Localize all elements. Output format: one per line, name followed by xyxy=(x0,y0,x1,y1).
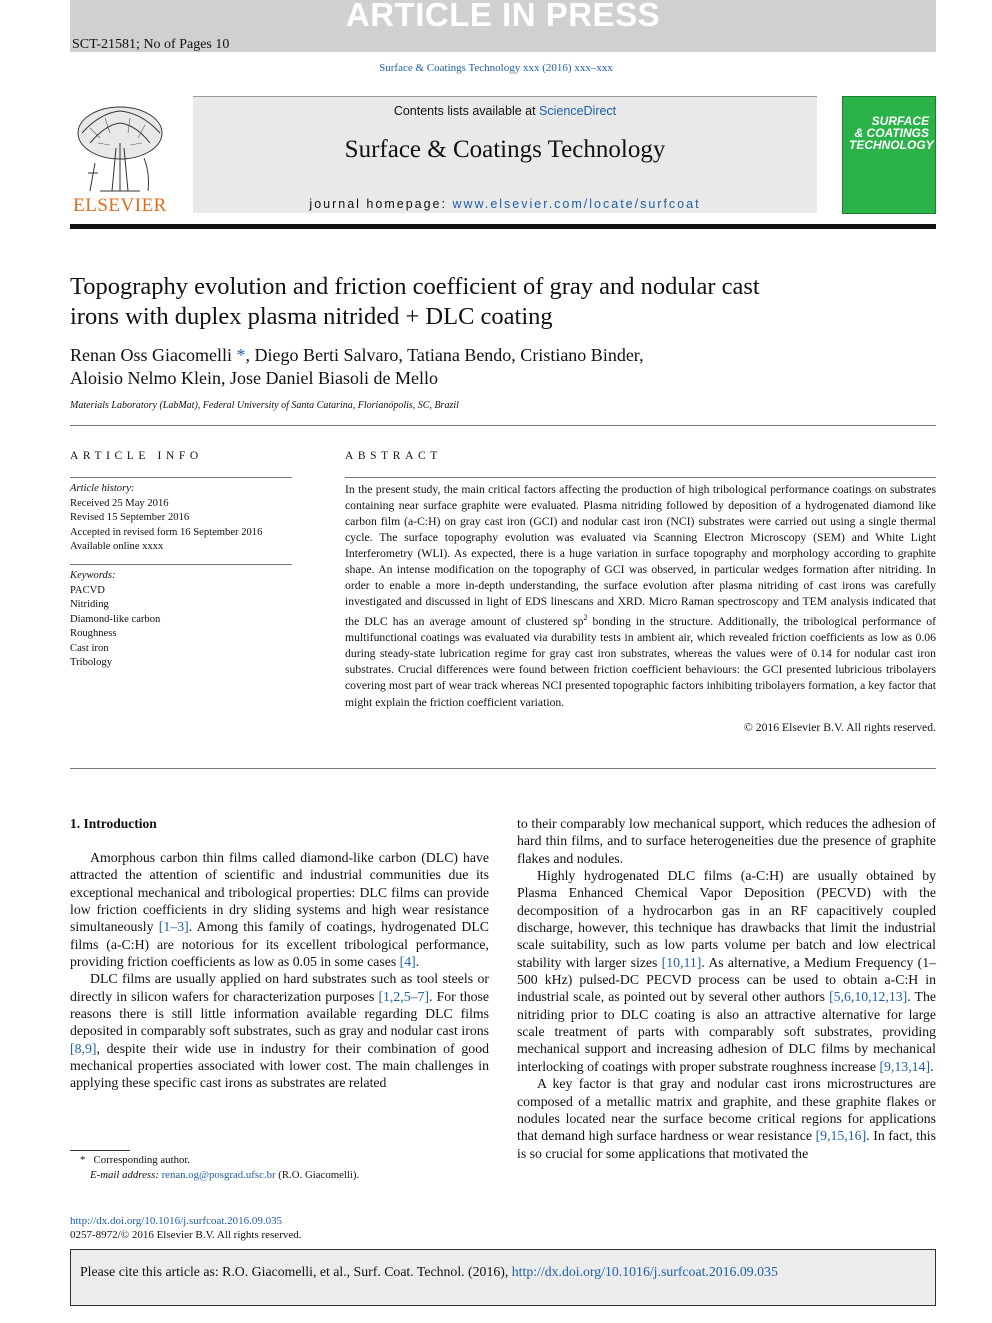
text: Amorphous carbon thin films called diamond-like carbon (DLC) have attracted the attention of scientific and industrial communities due its exceptional mechanical and tribological properties: DLC films can provide low friction coefficients in dry sliding systems and high wear resistance simultaneously xyxy=(70,850,489,935)
abstract-text xyxy=(345,482,936,711)
text: . The nitriding prior to DLC coating is also an attractive alternative for large scale treatment of parts with comparably soft substrates, providing mechanical support and increasing adhesion of DLC films by mechanical interlocking of coatings with proper substrate roughness increase xyxy=(517,989,936,1074)
paragraph xyxy=(517,867,936,1075)
text: . xyxy=(415,954,420,970)
text: . For those reasons there is still little information available regarding DLC films deposited in comparably soft substrates, such as gray and nodular cast irons xyxy=(70,988,489,1039)
footnote-star: * xyxy=(80,1154,86,1166)
footnote xyxy=(80,1153,359,1183)
text: . As alternative, a Medium Frequency (1–500 kHz) pulsed-DC PECVD process can be used to obtain a-C:H in industrial scale, as pointed out by several other authors xyxy=(517,954,936,1005)
history-label: Article history: xyxy=(70,483,135,494)
paragraph: to their comparably low mechanical support, which reduces the adhesion of hard thin films, and to surface heterogeneities due the presence of graphite flakes and nodules. xyxy=(517,816,936,866)
title-line: Topography evolution and friction coefficient of gray and nodular cast xyxy=(70,273,760,300)
author-first[interactable]: Renan Oss Giacomelli xyxy=(70,345,237,365)
header-top-rule xyxy=(193,96,817,97)
text: . Among this family of coatings, hydrogenated DLC films (a-C:H) are notorious for its excellent tribological performance, providing friction coefficients as low as 0.05 in some cases xyxy=(70,919,489,970)
abstract-copyright: © 2016 Elsevier B.V. All rights reserved. xyxy=(743,721,936,734)
doi-link[interactable]: http://dx.doi.org/10.1016/j.surfcoat.2016.09.035 xyxy=(70,1215,283,1227)
keywords-label: Keywords: xyxy=(70,570,116,581)
sciencedirect-link[interactable]: ScienceDirect xyxy=(539,104,617,118)
citation-link[interactable]: [10,11] xyxy=(661,954,702,970)
footnote-corresponding xyxy=(80,1153,359,1168)
article-info-heading: ARTICLE INFO xyxy=(70,450,203,462)
citation-link[interactable]: [9,13,14] xyxy=(879,1058,931,1074)
text: . xyxy=(930,1058,934,1074)
citation-link[interactable]: [9,15,16] xyxy=(815,1128,867,1144)
elsevier-wordmark: ELSEVIER xyxy=(73,195,167,216)
email-suffix: (R.O. Giacomelli). xyxy=(275,1169,360,1181)
issn-line: 0257-8972/© 2016 Elsevier B.V. All rights reserved. xyxy=(70,1229,302,1241)
history-item: Revised 15 September 2016 xyxy=(70,512,190,523)
citation-link[interactable]: [5,6,10,12,13] xyxy=(829,989,908,1005)
divider xyxy=(345,477,936,478)
keywords xyxy=(70,569,160,671)
journal-reference-link[interactable]: Surface & Coatings Technology xxx (2016) xxx–xxx xyxy=(379,62,613,74)
cover-line: & COATINGS xyxy=(854,126,929,140)
text: , despite their wide use in industry for their combination of good mechanical properties associated with lower cost. The main challenges in applying these specific cast irons as substrates are related xyxy=(70,1040,489,1091)
paragraph xyxy=(517,1075,936,1162)
keyword: PACVD xyxy=(70,584,105,596)
text: Highly hydrogenated DLC films (a-C:H) are usually obtained by Plasma Enhanced Chemical Vapor Deposition (PECVD) with the decomposition of a hydrocarbon gas in an RF capacitively coupled discharge, however, this technique has drawbacks that limit the industrial scale suitability, such as low parts volume per batch and low electrical stability with larger sizes xyxy=(517,868,936,970)
body-column-left xyxy=(70,849,489,1092)
text: . In fact, this is so crucial for some applications that motivated the xyxy=(517,1128,937,1161)
paragraph xyxy=(70,970,489,1091)
abstract-heading: ABSTRACT xyxy=(345,450,442,462)
keyword: Cast iron xyxy=(70,642,109,654)
citation-doi-link[interactable]: http://dx.doi.org/10.1016/j.surfcoat.2016.09.035 xyxy=(511,1264,778,1279)
text: A key factor is that gray and nodular cast irons microstructures are composed of a metallic matrix and graphite, and these graphite flakes or nodules located near the surface become critical regions for applications that demand high surface hardness or wear resistance xyxy=(517,1076,936,1144)
keyword: Tribology xyxy=(70,657,112,668)
authors-line-2: Aloisio Nelmo Klein, Jose Daniel Biasoli de Mello xyxy=(70,367,438,388)
divider xyxy=(70,477,292,478)
homepage-prefix: journal homepage: xyxy=(309,197,453,211)
journal-cover-thumbnail[interactable] xyxy=(842,96,936,214)
email-label: E-mail address: xyxy=(90,1169,162,1181)
divider xyxy=(70,425,936,426)
section-heading-introduction: 1. Introduction xyxy=(70,816,157,831)
manuscript-code: SCT-21581; No of Pages 10 xyxy=(72,37,230,52)
cover-title xyxy=(849,114,934,152)
abstract-part: bonding in the structure. Additionally, the tribological performance of multifunctional coatings was evaluated via durability tests in ambient air, which revealed friction coefficients as low as 0.06 during steady-state lubrication regime for gray cast iron substrates, whereas the values were of 0.14 for nodular cast iron substrates. Crucial differences were found between friction coefficient behaviours: the GCI presented lubricious tribolayers covering most part of wear track whereas NCI presented topographic factors inhibiting tribolayers formation, a key factor that might explain the friction coefficient variation. xyxy=(345,615,936,709)
text: DLC films are usually applied on hard substrates such as tool steels or directly in silicon wafers for characterization purposes xyxy=(70,971,489,1004)
affiliation: Materials Laboratory (LabMat), Federal University of Santa Catarina, Florianópolis, SC, Brazil xyxy=(70,400,459,411)
banner-text: ARTICLE IN PRESS xyxy=(345,0,661,33)
corresponding-author-mark[interactable]: * xyxy=(236,345,246,365)
citation-link[interactable]: [8,9] xyxy=(70,1040,97,1056)
paragraph xyxy=(70,849,489,970)
title-line: irons with duplex plasma nitrided + DLC coating xyxy=(70,303,553,330)
divider xyxy=(70,564,292,565)
authors-line-1 xyxy=(70,344,830,367)
history-item: Received 25 May 2016 xyxy=(70,497,169,509)
history-item: Available online xxxx xyxy=(70,541,164,552)
homepage-link[interactable]: www.elsevier.com/locate/surfcoat xyxy=(452,197,701,211)
divider xyxy=(70,768,936,769)
keyword: Nitriding xyxy=(70,599,109,610)
cover-line: SURFACE xyxy=(871,114,929,128)
citation-link[interactable]: [1–3] xyxy=(158,919,189,935)
corresponding-author-label: Corresponding author. xyxy=(93,1154,191,1166)
citation-text xyxy=(80,1264,778,1280)
citation-box xyxy=(70,1249,936,1306)
article-title xyxy=(70,272,830,332)
history-item: Accepted in revised form 16 September 2016 xyxy=(70,526,263,538)
superscript: 2 xyxy=(583,613,588,623)
journal-title: Surface & Coatings Technology xyxy=(344,136,666,163)
author-list xyxy=(70,344,830,389)
body-column-right xyxy=(517,815,936,1162)
keyword: Roughness xyxy=(70,628,117,639)
cover-line: TECHNOLOGY xyxy=(849,138,934,152)
citation-link[interactable]: [1,2,5–7] xyxy=(378,988,430,1004)
article-history xyxy=(70,482,262,555)
citation-link[interactable]: [4] xyxy=(399,954,416,970)
keyword: Diamond-like carbon xyxy=(70,613,161,625)
journal-homepage-line xyxy=(193,197,817,211)
abstract-part: In the present study, the main critical factors affecting the production of high tribological performance coatings on substrates containing near surface graphite were evaluated. Plasma nitriding followed by deposition of a hydrogenated diamond like carbon film (a-C:H) on gray cast iron (GCI) and nodular cast iron (NCI) substrates were carried out using a single thermal cycle. The surface topography evolution was evaluated via Scanning Electron Microscopy (SEM) and White Light Interferometry (WLI). As expected, there is a huge variation in surface topography and morphology according to graphite shape. An intense modification on the topography of GCI was observed, in particular wedges formation after nitriding. In order to enable a more in-depth understanding, the surface evolution after plasma nitriding of cast irons was carefully investigated and discussed in light of EDS linescans and XRD. Micro Raman spectroscopy and TEM analysis indicated that the DLC has an average amount of clustered sp xyxy=(345,483,936,629)
email-link[interactable]: renan.og@posgrad.ufsc.br xyxy=(161,1169,276,1181)
contents-prefix: Contents lists available at xyxy=(393,104,540,118)
footnote-email xyxy=(80,1168,359,1183)
contents-lists-line xyxy=(193,104,817,118)
citation-prefix: Please cite this article as: R.O. Giacomelli, et al., Surf. Coat. Technol. (2016), xyxy=(80,1264,512,1279)
authors-rest: , Diego Berti Salvaro, Tatiana Bendo, Cristiano Binder, xyxy=(245,345,644,365)
header-thick-rule xyxy=(70,224,936,229)
footnote-rule xyxy=(70,1150,130,1151)
